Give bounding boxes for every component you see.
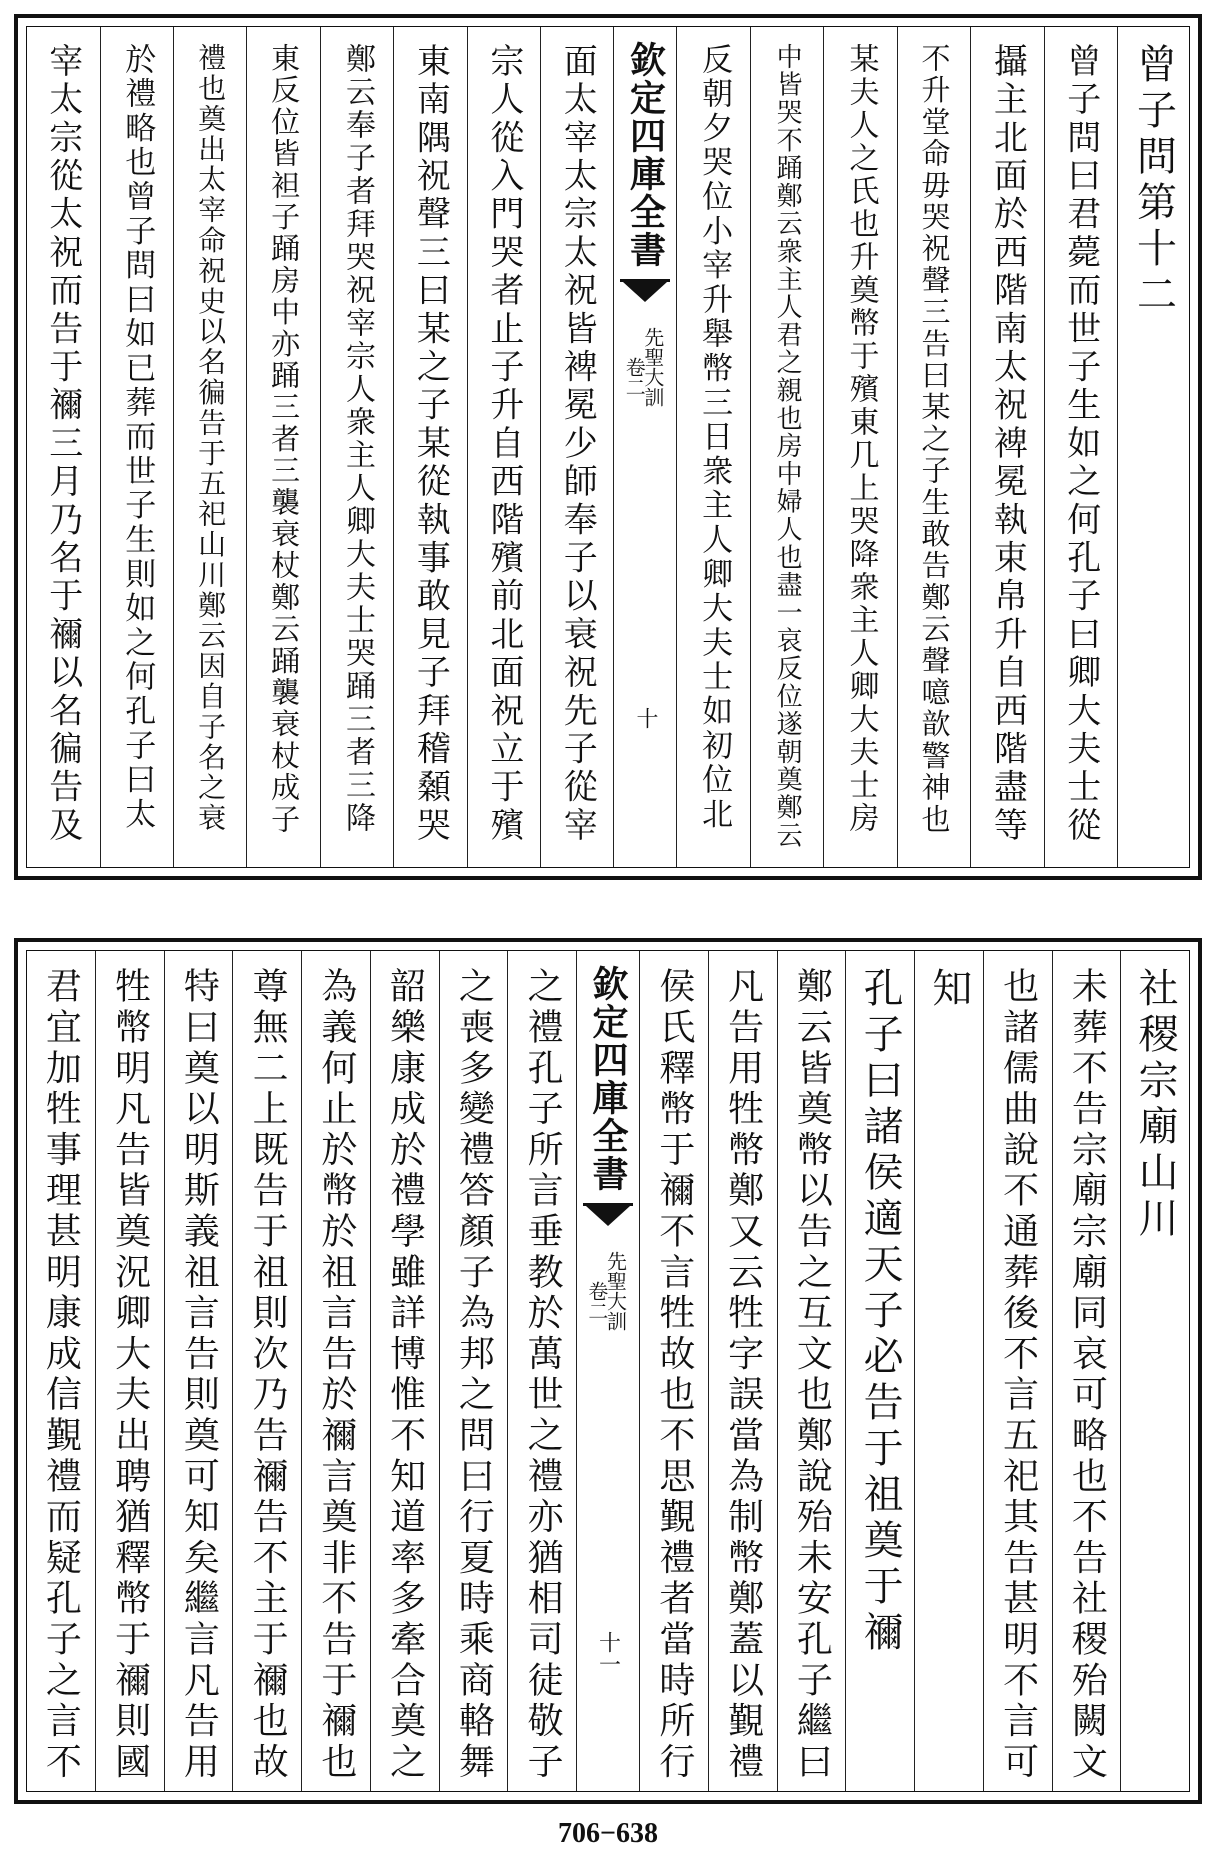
text-column [540, 27, 613, 867]
text-column [823, 27, 896, 867]
column-text: 鄭云皆奠幣以告之互文也鄭說殆未安孔子繼曰 [791, 967, 833, 1783]
text-column [370, 951, 439, 1791]
column-text: 之喪多變禮答顏子為邦之問曰行夏時乘商輅舞 [453, 967, 495, 1783]
text-column [1052, 951, 1121, 1791]
column-text: 東反位皆袒子踊房中亦踊三者三襲衰杖鄭云踊襲衰杖成子 [267, 43, 302, 836]
text-column [970, 27, 1043, 867]
column-text: 面太宰太宗太祝皆裨冕少師奉子以衰祝先子從宰 [557, 43, 598, 846]
column-text: 曾子問曰君薨而世子生如之何孔子曰卿大夫士從 [1060, 43, 1101, 846]
text-column [708, 951, 777, 1791]
fishtail-mark [583, 1203, 633, 1232]
column-text: 君宜加牲事理甚明康成信覲禮而疑孔子之言不 [40, 967, 82, 1783]
column-text: 牲幣明凡告皆奠況卿大夫出聘猶釋幣于禰則國 [109, 967, 151, 1783]
bottom-page-frame [26, 950, 1190, 1792]
column-text: 未葬不告宗廟宗廟同哀可略也不告社稷殆闕文 [1066, 967, 1108, 1783]
column-text: 攝主北面於西階南太祝裨冕執束帛升自西階盡等 [987, 43, 1028, 846]
column-text: 宗人從入門哭者止子升自西階殯前北面祝立于殯 [483, 43, 524, 846]
page-number-footer: 706−638 [558, 1818, 658, 1849]
column-text: 侯氏釋幣于禰不言牲故也不思覲禮者當時所行 [653, 967, 695, 1783]
text-column [164, 951, 233, 1791]
book-subtitle: 先聖大訓 [640, 327, 665, 407]
text-column [232, 951, 301, 1791]
text-column [914, 951, 983, 1791]
fishtail-mark [620, 279, 670, 308]
text-column [845, 951, 914, 1791]
column-text: 凡告用牲幣鄭又云牲字誤當為制幣鄭蓋以覲禮 [722, 967, 764, 1783]
column-text: 之禮孔子所言垂教於萬世之禮亦猶相司徒敬子 [522, 967, 564, 1783]
text-column [301, 951, 370, 1791]
book-title: 欽定四庫全書 [587, 965, 629, 1193]
folio-number: 十 [632, 707, 658, 729]
text-column [100, 27, 173, 867]
top-page-frame [26, 26, 1190, 868]
text-column [507, 951, 576, 1791]
text-column [1044, 27, 1117, 867]
section-header-column [1117, 27, 1189, 867]
text-column [897, 27, 970, 867]
folio-number: 十一 [595, 1631, 621, 1675]
text-column [639, 951, 708, 1791]
text-column [393, 27, 466, 867]
column-text: 尊無二上既告于祖則次乃告禰告不主于禰也故 [247, 967, 289, 1783]
column-text: 鄭云奉子者拜哭祝宰宗人衆主人卿大夫士哭踊三者三降 [339, 43, 375, 835]
text-column [26, 27, 99, 867]
column-text: 某夫人之氏也升奠幣于殯東几上哭降衆主人卿大夫士房 [843, 43, 879, 835]
column-text: 為義何止於幣於祖言告於禰言奠非不告于禰也 [315, 967, 357, 1783]
text-column [320, 27, 393, 867]
text-column [676, 27, 749, 867]
text-column [246, 27, 319, 867]
text-column [983, 951, 1052, 1791]
column-text: 中皆哭不踊鄭云衆主人君之親也房中婦人也盡一哀反位遂朝奠鄭云 [772, 43, 803, 850]
column-text: 韶樂康成於禮學雖詳博惟不知道率多牽合奠之 [384, 967, 426, 1783]
book-subtitle: 先聖大訓 [603, 1251, 628, 1331]
text-column [750, 27, 823, 867]
text-column [95, 951, 164, 1791]
book-title: 欽定四庫全書 [624, 41, 667, 269]
center-fold-column [576, 951, 639, 1791]
text-column [1120, 951, 1189, 1791]
column-text: 知 [925, 967, 972, 1013]
bottom-page [14, 938, 1202, 1804]
text-column [777, 951, 846, 1791]
text-column [173, 27, 246, 867]
text-column [439, 951, 508, 1791]
column-text: 東南隅祝聲三曰某之子某從執事敢見子拜稽顙哭 [410, 43, 451, 846]
text-column [26, 951, 95, 1791]
column-text: 反朝夕哭位小宰升舉幣三日衆主人卿大夫士如初位北 [696, 43, 733, 832]
volume-label: 卷二 [584, 1281, 609, 1321]
column-text: 也諸儒曲說不通葬後不言五祀其告甚明不言可 [997, 967, 1039, 1783]
column-text: 孔子曰諸侯適天子必告于祖奠于禰 [857, 967, 904, 1657]
volume-label: 卷二 [622, 357, 647, 397]
section-header-text: 曾子問第十二 [1130, 43, 1177, 319]
center-fold-column [613, 27, 676, 867]
column-text: 禮也奠出太宰命祝史以名徧告于五祀山川鄭云因自子名之衰 [194, 43, 228, 834]
column-text: 宰太宗從太祝而告于禰三月乃名于禰以名徧告及 [42, 43, 83, 846]
column-text: 不升堂命毋哭祝聲三告曰某之子生敢告鄭云聲噫歆警神也 [917, 43, 952, 836]
text-column [467, 27, 540, 867]
column-text: 特曰奠以明斯義祖言告則奠可知矣繼言凡告用 [178, 967, 220, 1783]
column-text: 於禮略也曾子問曰如已葬而世子生則如之何孔子曰太 [119, 43, 156, 832]
column-text: 社稷宗廟山川 [1132, 967, 1179, 1243]
top-page [14, 14, 1202, 880]
